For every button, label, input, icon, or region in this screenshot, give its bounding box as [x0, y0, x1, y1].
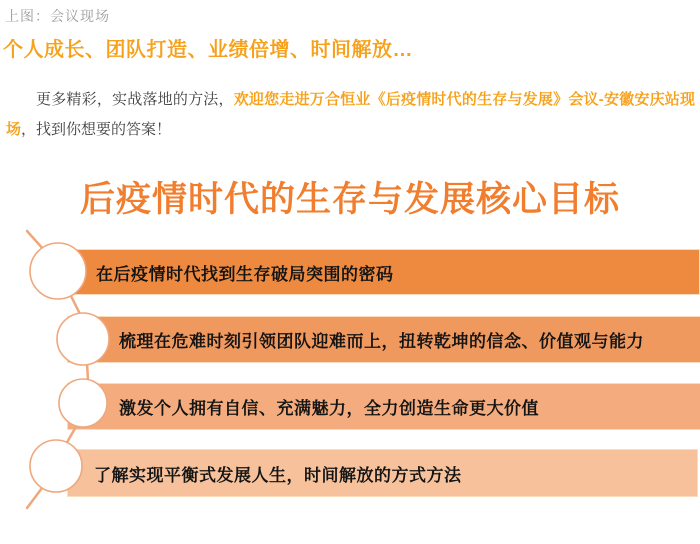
connector-line-1 [27, 231, 44, 250]
goal-bar-4 [67, 449, 698, 497]
intro-lead: 更多精彩，实战落地的方法， [36, 91, 234, 108]
goal-bar-1-label: 在后疫情时代找到生存破局突围的密码 [96, 264, 394, 284]
connector-line-3 [87, 363, 88, 380]
goal-bar-2 [67, 316, 700, 363]
section-title: 后疫情时代的生存与发展核心目标 [79, 180, 620, 219]
connector-line-2 [70, 294, 81, 316]
goal-bar-1 [67, 249, 700, 295]
connector-line-5 [27, 488, 42, 508]
intro-tail: ，找到你想要的答案！ [21, 121, 172, 138]
image-caption: 上图：会议现场 [5, 8, 110, 24]
intro-paragraph [6, 85, 695, 145]
headline: 个人成长、团队打造、业绩倍增、时间解放… [3, 39, 413, 61]
goal-bar-2-label: 梳理在危难时刻引领团队迎难而上，扭转乾坤的信念、价值观与能力 [119, 332, 644, 351]
goal-bar-3-label: 激发个人拥有自信、充满魅力，全力创造生命更大价值 [119, 399, 539, 418]
goal-bar-3 [67, 383, 700, 430]
goal-bar-4-label: 了解实现平衡式发展人生，时间解放的方式方法 [94, 465, 462, 485]
intro-highlight: 欢迎您走进万合恒业《后疫情时代的生存与发展》会议-安徽安庆站现场 [6, 91, 695, 138]
